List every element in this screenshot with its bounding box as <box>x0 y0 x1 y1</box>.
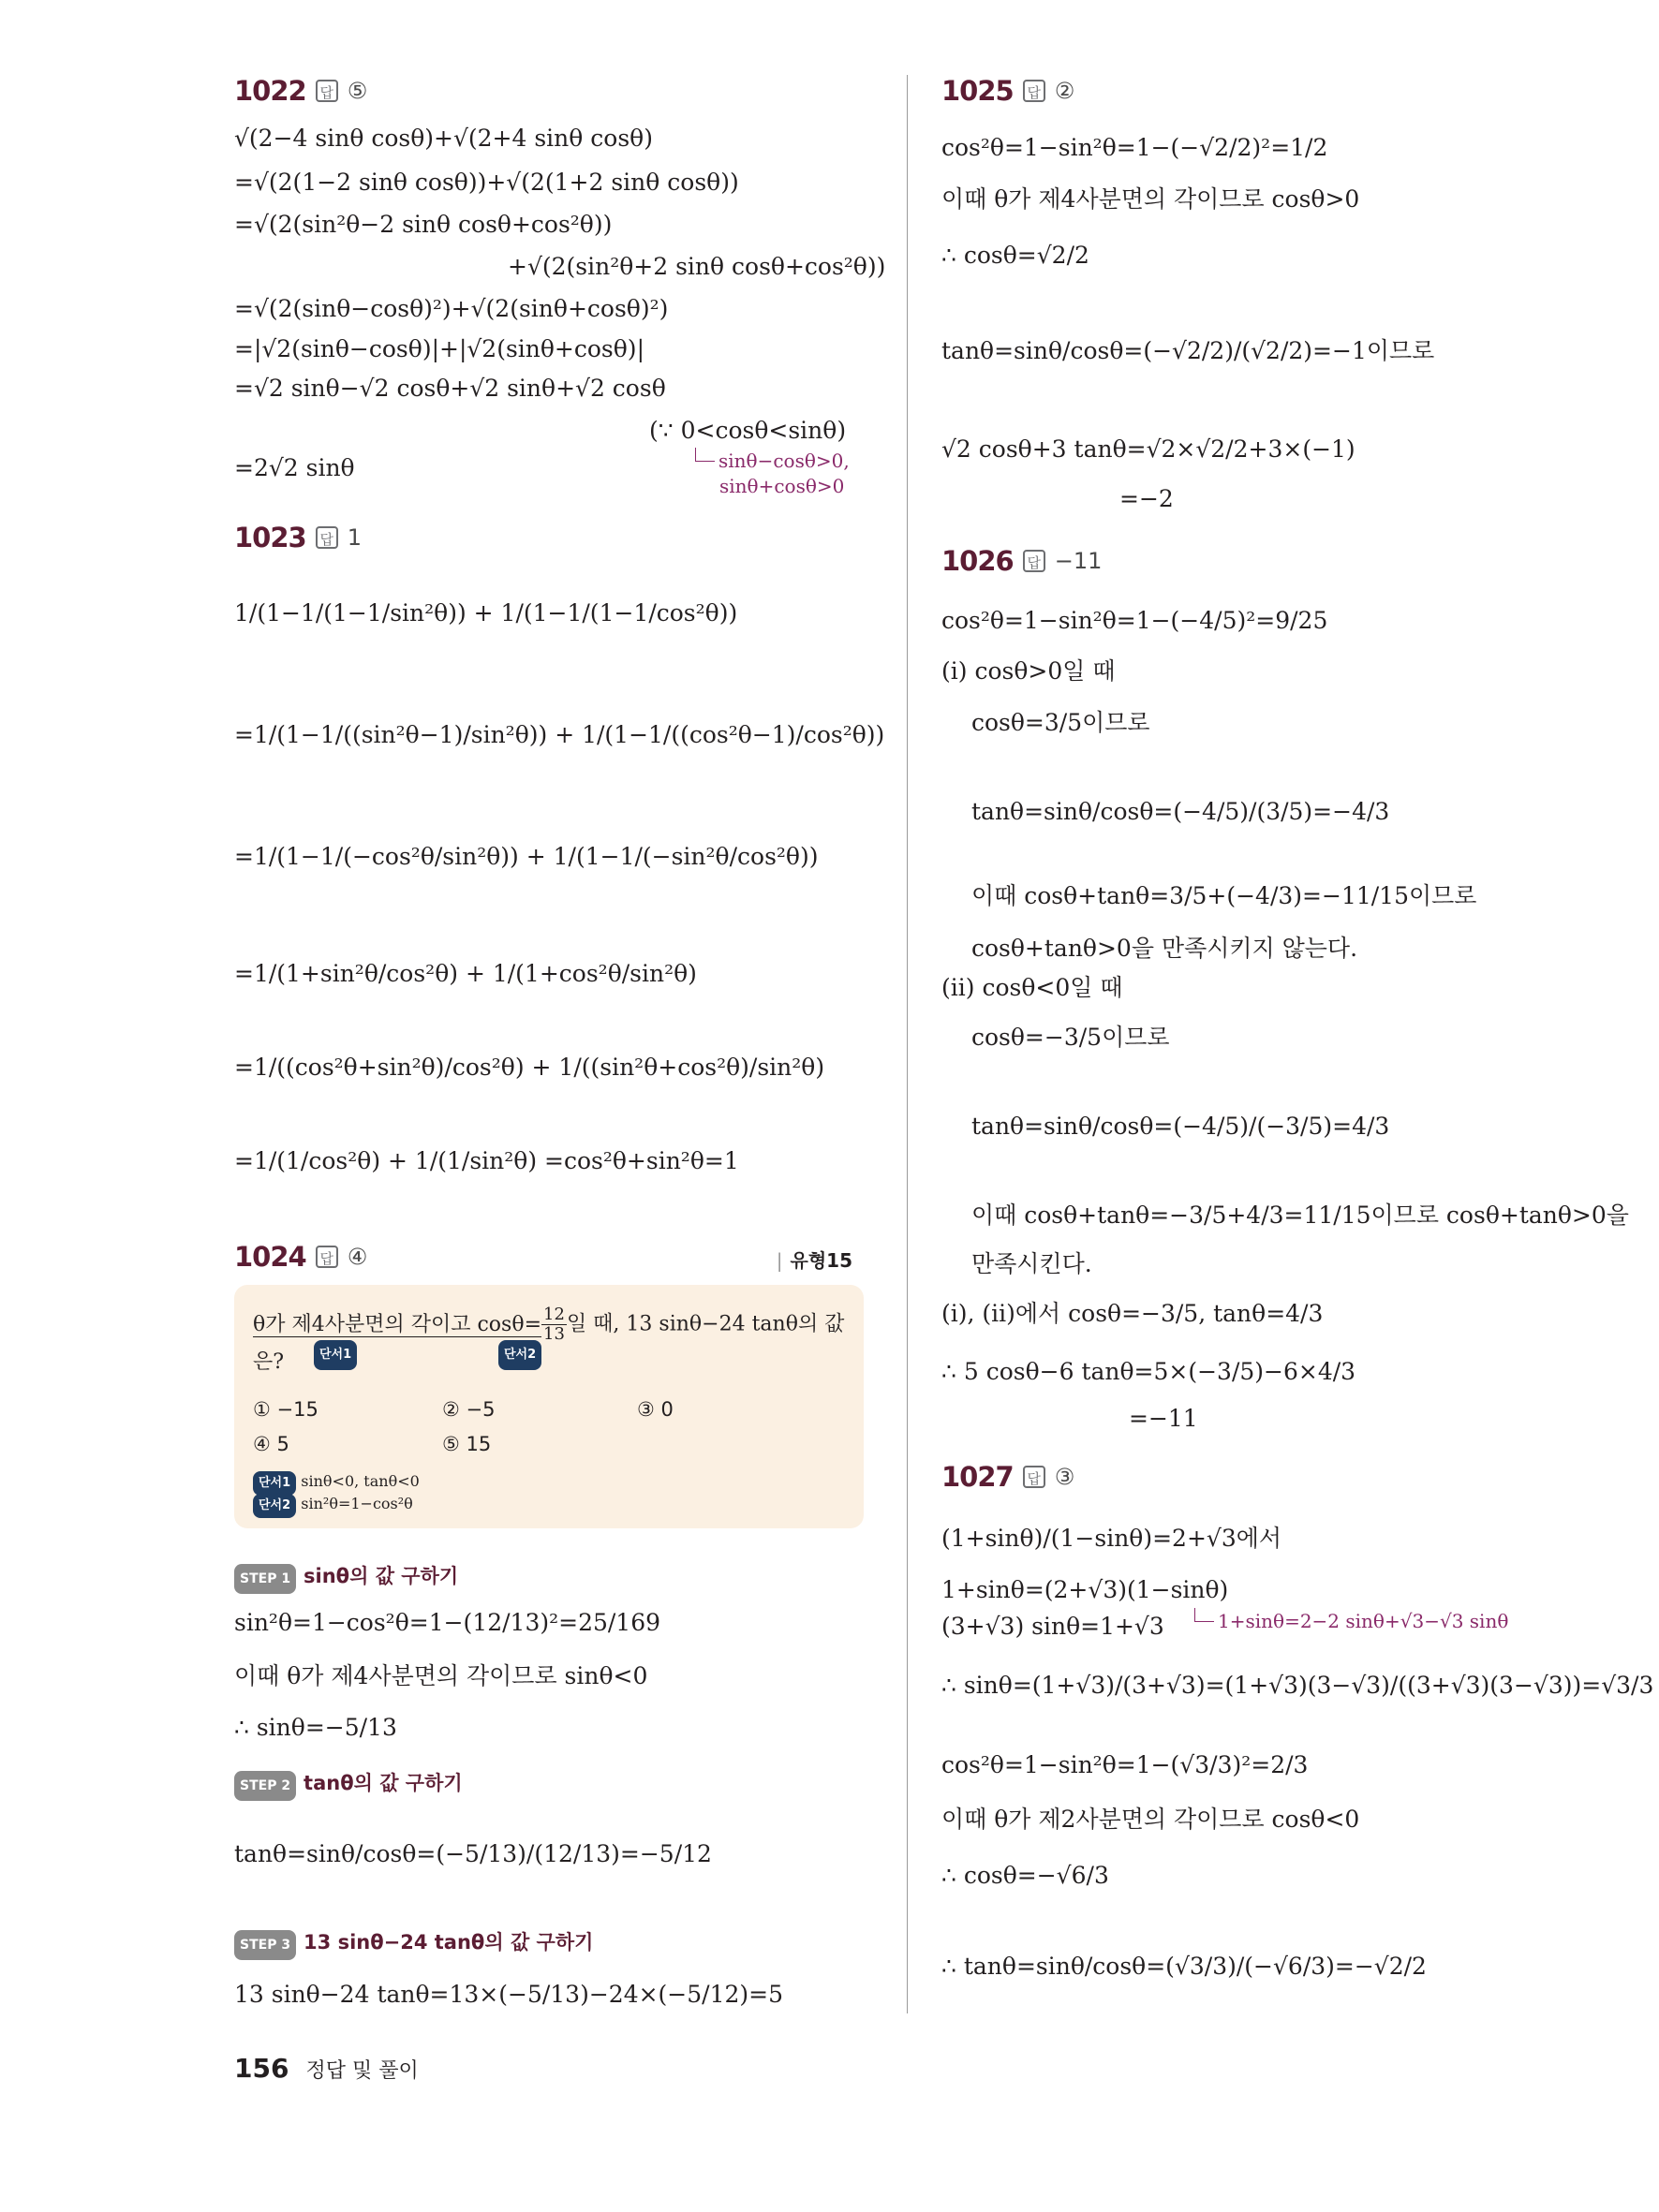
question-text: θ가 제4사분면의 각이고 cosθ= $\frac{12}{13}$ 일 때, 13 sinθ−24 tanθ의 값 <box>253 1305 845 1344</box>
right-column <box>941 0 1654 2212</box>
eq-line: +√(2(sin²θ+2 sinθ cosθ+cos²θ)) <box>508 253 886 280</box>
choice: ① −15 <box>253 1398 318 1421</box>
text-line: 만족시킨다. <box>971 1250 1092 1277</box>
side-note: sinθ−cosθ>0, <box>695 448 850 472</box>
problem-number: 1027 <box>941 1461 1014 1493</box>
eq-line: =−2 <box>1119 485 1174 512</box>
problem-1024-header <box>234 1241 367 1273</box>
answer-value: 1 <box>347 524 362 551</box>
eq-line: (1+sinθ)/(1−sinθ)=2+√3에서 <box>941 1525 1282 1552</box>
eq-line: √2 cosθ+3 tanθ=√2×√2/2+3×(−1) <box>941 435 1355 463</box>
eq-line: ∴ sinθ=(1+√3)/(3+√3)=(1+√3)(3−√3)/((3+√3)(3−√3))=√3/3 <box>941 1672 1654 1699</box>
page-number: 156 <box>234 2053 289 2084</box>
problem-number: 1026 <box>941 545 1014 577</box>
eq-line: (3+√3) sinθ=1+√3 <box>941 1613 1164 1640</box>
eq-line: 1+sinθ=(2+√3)(1−sinθ) <box>941 1576 1229 1603</box>
clue2-hint: 단서2 sin²θ=1−cos²θ <box>253 1493 413 1518</box>
answer-icon: 답 <box>1023 80 1045 102</box>
choice: ⑤ 15 <box>442 1433 492 1455</box>
eq-line: cos²θ=1−sin²θ=1−(−4/5)²=9/25 <box>941 607 1328 634</box>
case-line: (ⅰ) cosθ>0일 때 <box>941 657 1116 685</box>
choice: ② −5 <box>442 1398 496 1421</box>
text-line: cosθ+tanθ>0을 만족시키지 않는다. <box>971 935 1358 962</box>
clue1-tag-inline: 단서1 <box>314 1336 357 1370</box>
eq-line: cosθ=−3/5이므로 <box>971 1024 1170 1051</box>
problem-1025-header <box>941 75 1074 107</box>
eq-line: cos²θ=1−sin²θ=1−(−√2/2)²=1/2 <box>941 134 1328 161</box>
answer-icon: 답 <box>316 1246 338 1268</box>
eq-line: =√(2(sinθ−cosθ)²)+√(2(sinθ+cosθ)²) <box>234 295 669 322</box>
reason-note: (∵ 0<cosθ<sinθ) <box>649 417 847 444</box>
case-line: (ⅱ) cosθ<0일 때 <box>941 974 1123 1001</box>
eq-line: =√(2(1−2 sinθ cosθ))+√(2(1+2 sinθ cosθ)) <box>234 169 739 196</box>
problem-number: 1022 <box>234 75 306 107</box>
eq-line: 이때 cosθ+tanθ=−3/5+4/3=11/15이므로 cosθ+tanθ>0을 <box>971 1202 1629 1229</box>
side-note: sinθ+cosθ>0 <box>719 475 845 497</box>
eq-line: sin²θ=1−cos²θ=1−(12/13)²=25/169 <box>234 1609 661 1636</box>
question-text-cont: 은? <box>253 1350 285 1374</box>
footer-title: 정답 및 풀이 <box>305 2059 419 2083</box>
eq-line: tanθ=sinθ/cosθ=(−5/13)/(12/13)=−5/12 <box>234 1840 712 1867</box>
problem-1026-header <box>941 545 1102 577</box>
step1-heading: STEP 1 sinθ의 값 구하기 <box>234 1561 458 1594</box>
problem-1023-header <box>234 522 362 553</box>
answer-value: ⑤ <box>347 78 368 104</box>
eq-line: =2√2 sinθ <box>234 454 355 481</box>
eq-line: =√(2(sin²θ−2 sinθ cosθ+cos²θ)) <box>234 211 613 238</box>
text-line: 이때 θ가 제4사분면의 각이므로 sinθ<0 <box>234 1662 648 1689</box>
choice: ④ 5 <box>253 1433 289 1455</box>
answer-value: ④ <box>347 1244 368 1270</box>
side-note: 1+sinθ=2−2 sinθ+√3−√3 sinθ <box>1194 1608 1508 1632</box>
answer-value: ③ <box>1054 1464 1075 1490</box>
text-line: 이때 θ가 제2사분면의 각이므로 cosθ<0 <box>941 1806 1360 1833</box>
eq-line: =−11 <box>1129 1405 1198 1432</box>
problem-1027-header <box>941 1461 1074 1493</box>
clue2-tag-inline: 단서2 <box>498 1336 541 1370</box>
type-label: | 유형15 <box>776 1249 852 1272</box>
step3-heading: STEP 3 13 sinθ−24 tanθ의 값 구하기 <box>234 1927 593 1960</box>
eq-line: =1/(1−1/((sin²θ−1)/sin²θ)) + 1/(1−1/((cos²θ−1)/cos²θ)) <box>234 721 885 748</box>
choice: ③ 0 <box>637 1398 674 1421</box>
eq-line: =1/((cos²θ+sin²θ)/cos²θ) + 1/((sin²θ+cos²θ)/sin²θ) <box>234 1054 825 1081</box>
answer-icon: 답 <box>316 80 338 102</box>
eq-line: ∴ tanθ=sinθ/cosθ=(√3/3)/(−√6/3)=−√2/2 <box>941 1953 1427 1980</box>
answer-value: −11 <box>1054 548 1103 574</box>
eq-line: cos²θ=1−sin²θ=1−(√3/3)²=2/3 <box>941 1751 1309 1778</box>
eq-line: =1/(1−1/(−cos²θ/sin²θ)) + 1/(1−1/(−sin²θ/cos²θ)) <box>234 843 819 870</box>
answer-icon: 답 <box>1023 1466 1045 1488</box>
left-column <box>234 0 886 2212</box>
problem-1022-header <box>234 75 367 107</box>
eq-line: 1/(1−1/(1−1/sin²θ)) + 1/(1−1/(1−1/cos²θ)) <box>234 599 738 627</box>
eq-line: ∴ sinθ=−5/13 <box>234 1714 397 1741</box>
eq-line: 13 sinθ−24 tanθ=13×(−5/13)−24×(−5/12)=5 <box>234 1981 783 2008</box>
eq-line: =1/(1+sin²θ/cos²θ) + 1/(1+cos²θ/sin²θ) <box>234 960 697 987</box>
answer-icon: 답 <box>1023 550 1045 572</box>
eq-line: =1/(1/cos²θ) + 1/(1/sin²θ) =cos²θ+sin²θ=1 <box>234 1147 739 1174</box>
answer-value: ② <box>1054 78 1075 104</box>
text-line: 이때 θ가 제4사분면의 각이므로 cosθ>0 <box>941 185 1360 213</box>
question-box <box>234 1285 864 1528</box>
problem-number: 1023 <box>234 522 306 553</box>
problem-number: 1025 <box>941 75 1014 107</box>
eq-line: ∴ 5 cosθ−6 tanθ=5×(−3/5)−6×4/3 <box>941 1358 1356 1385</box>
eq-line: 이때 cosθ+tanθ=3/5+(−4/3)=−11/15이므로 <box>971 882 1477 909</box>
eq-line: tanθ=sinθ/cosθ=(−4/5)/(3/5)=−4/3 <box>971 798 1390 825</box>
clue1-hint: 단서1 sinθ<0, tanθ<0 <box>253 1470 420 1496</box>
eq-line: tanθ=sinθ/cosθ=(−√2/2)/(√2/2)=−1이므로 <box>941 337 1435 364</box>
eq-line: cosθ=3/5이므로 <box>971 709 1150 736</box>
eq-line: tanθ=sinθ/cosθ=(−4/5)/(−3/5)=4/3 <box>971 1113 1390 1140</box>
eq-line: ∴ cosθ=−√6/3 <box>941 1862 1109 1889</box>
column-divider <box>907 75 908 2013</box>
page-footer <box>234 2053 419 2084</box>
eq-line: √(2−4 sinθ cosθ)+√(2+4 sinθ cosθ) <box>234 125 653 152</box>
eq-line: =√2 sinθ−√2 cosθ+√2 sinθ+√2 cosθ <box>234 375 666 402</box>
eq-line: ∴ cosθ=√2/2 <box>941 242 1089 269</box>
answer-icon: 답 <box>316 526 338 549</box>
problem-number: 1024 <box>234 1241 306 1273</box>
eq-line: (ⅰ), (ⅱ)에서 cosθ=−3/5, tanθ=4/3 <box>941 1300 1324 1327</box>
step2-heading: STEP 2 tanθ의 값 구하기 <box>234 1768 463 1801</box>
eq-line: =|√2(sinθ−cosθ)|+|√2(sinθ+cosθ)| <box>234 335 644 362</box>
